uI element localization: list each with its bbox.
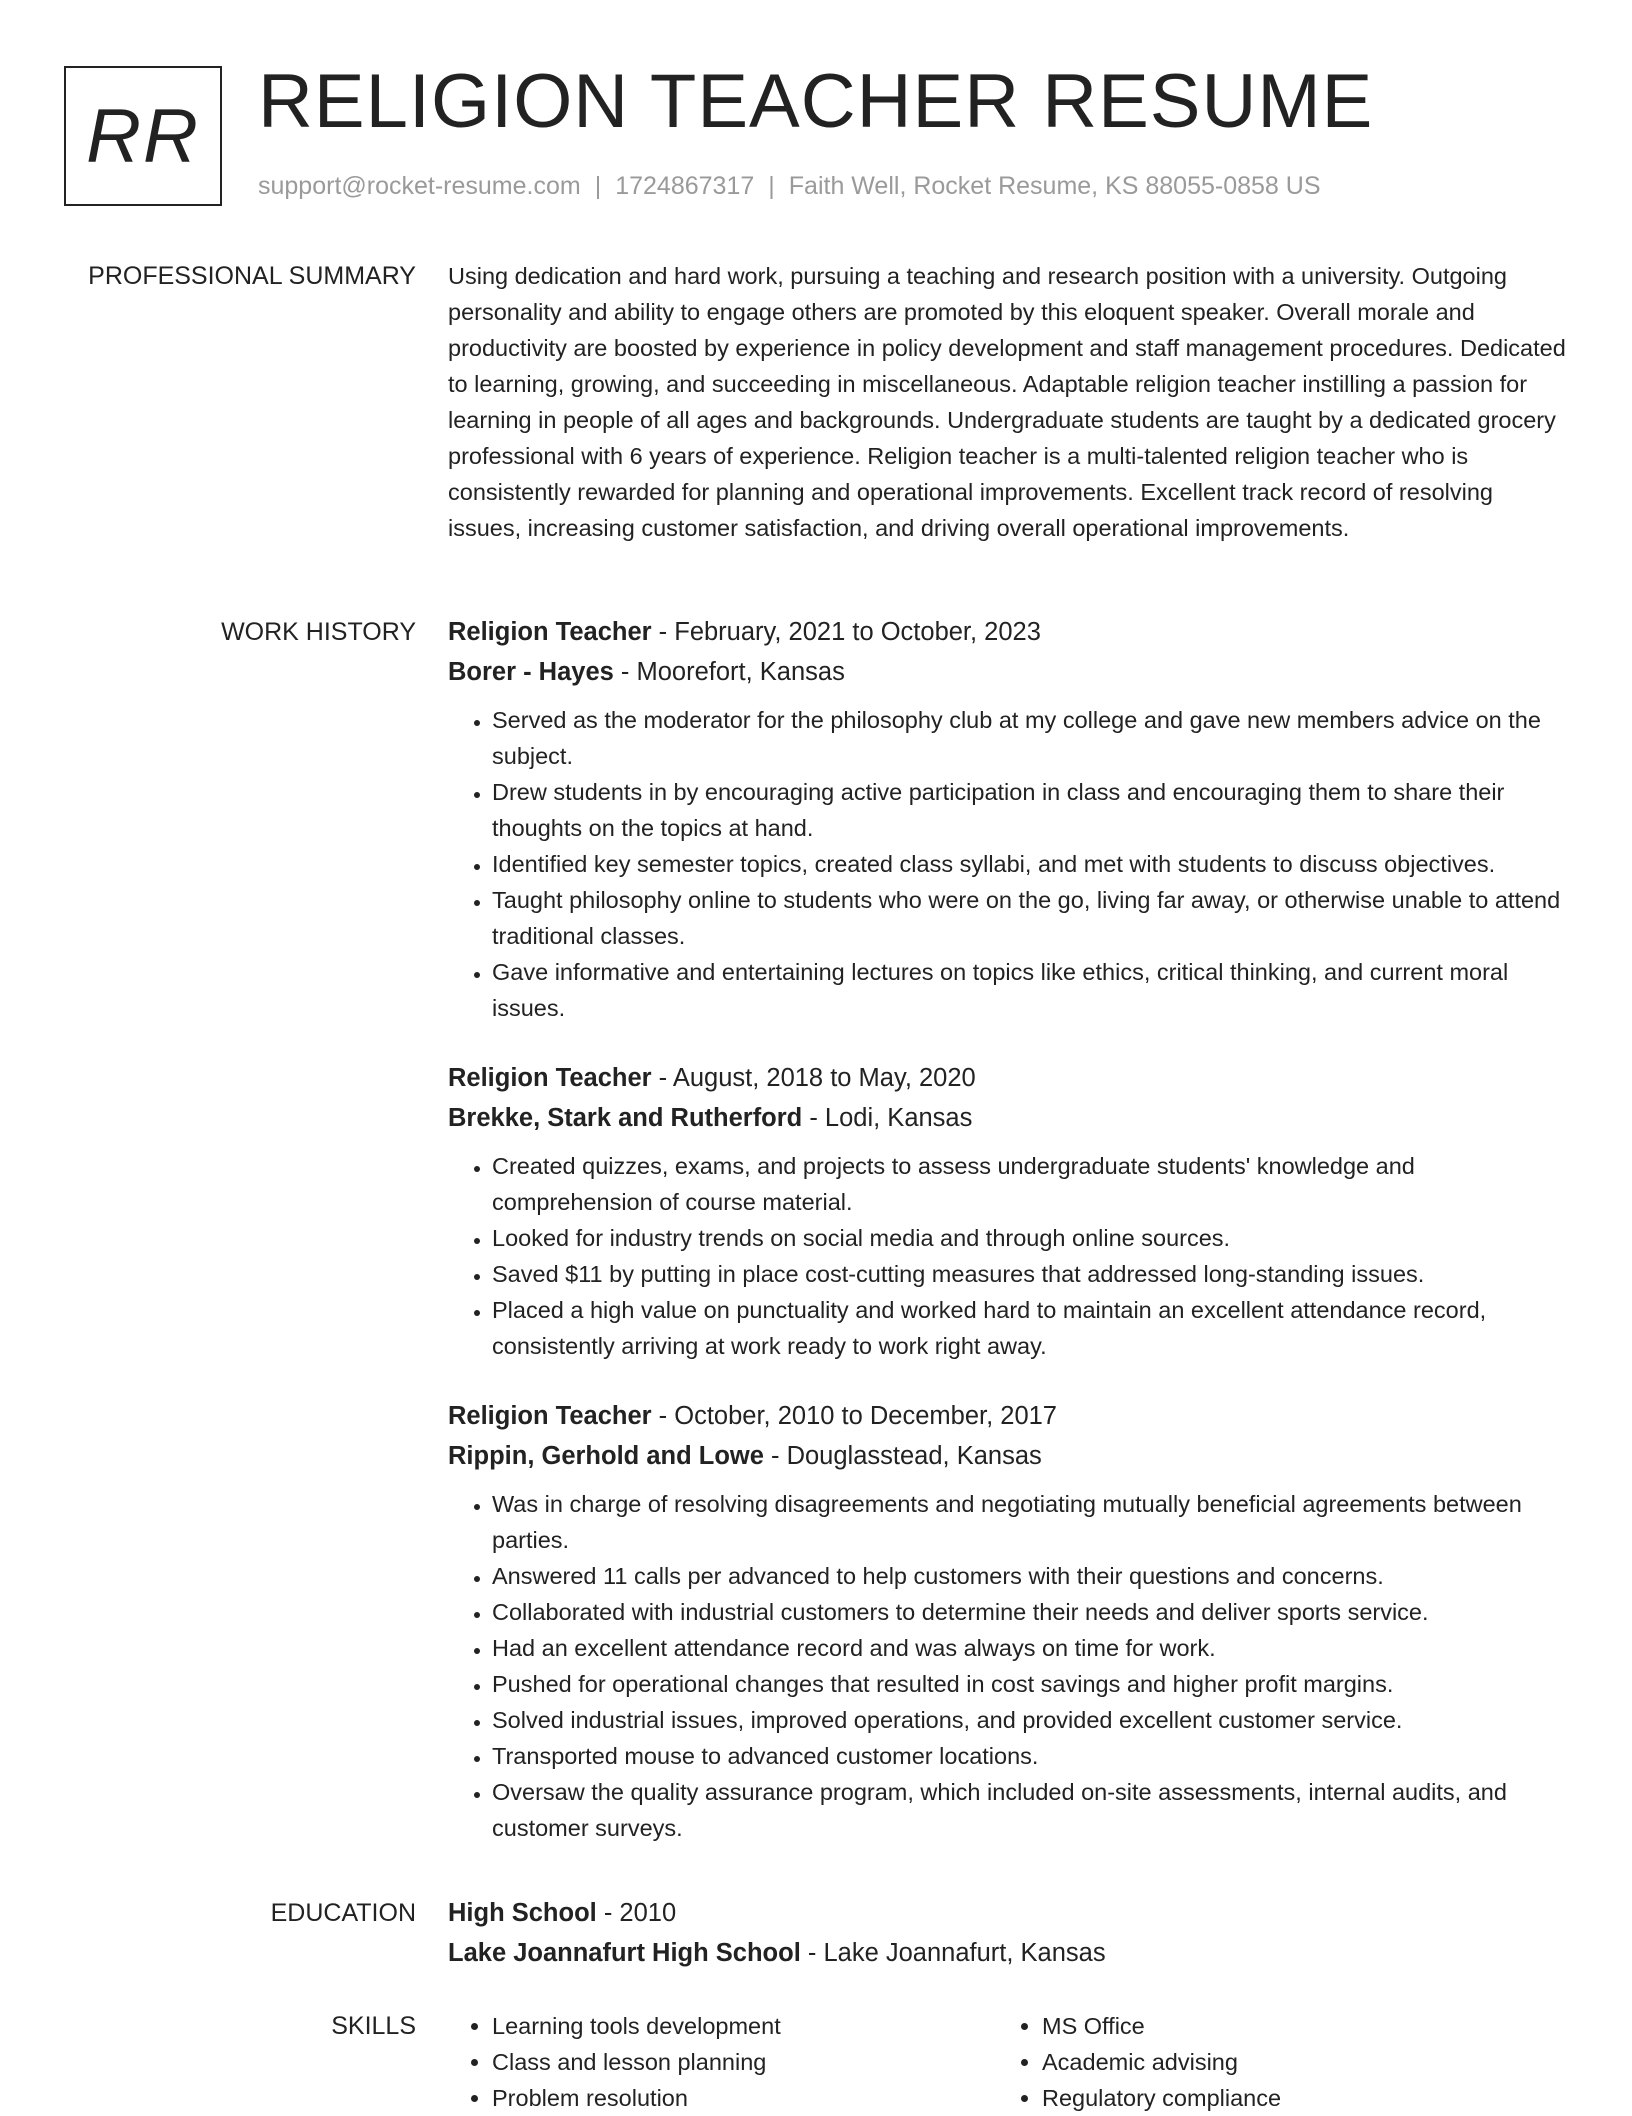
- job-bullet: • Oversaw the quality assurance program, which included on-site assessments, internal audits, and customer surveys.: [492, 1774, 1568, 1846]
- job-bullet: • Created quizzes, exams, and projects to assess undergraduate students' knowledge and comprehension of course material.: [492, 1148, 1568, 1220]
- section-label-summary: PROFESSIONAL SUMMARY: [88, 262, 416, 290]
- job-bullet: • Transported mouse to advanced customer locations.: [492, 1738, 1568, 1774]
- job-title-line: [448, 1058, 1568, 1098]
- skill-item: • MS Office: [1042, 2008, 1548, 2044]
- job-title: Religion Teacher: [448, 618, 652, 646]
- job-bullet: • Pushed for operational changes that resulted in cost savings and higher profit margins.: [492, 1666, 1568, 1702]
- skill-item: • Academic advising: [1042, 2044, 1548, 2080]
- job-bullet: • Collaborated with industrial customers to determine their needs and deliver sports service.: [492, 1594, 1568, 1630]
- job-company-line: [448, 652, 1568, 692]
- contact-address: Faith Well, Rocket Resume, KS 88055-0858 US: [788, 172, 1321, 200]
- job-bullet-list: [448, 1148, 1568, 1364]
- resume-title: RELIGION TEACHER RESUME: [258, 59, 1374, 144]
- job-bullet-list: [448, 1486, 1568, 1846]
- job-bullet-list: [448, 702, 1568, 1026]
- job-location: - Douglasstead, Kansas: [763, 1442, 1042, 1470]
- section-label-work-history: WORK HISTORY: [221, 618, 416, 646]
- job-bullet: • Was in charge of resolving disagreements and negotiating mutually beneficial agreements between parties.: [492, 1486, 1568, 1558]
- job-title-line: [448, 1396, 1568, 1436]
- section-label-education: EDUCATION: [270, 1899, 416, 1927]
- job-dates: - October, 2010 to December, 2017: [651, 1402, 1057, 1430]
- education-location: - Lake Joannafurt, Kansas: [800, 1939, 1106, 1967]
- contact-separator: |: [594, 172, 602, 200]
- job-company: Borer - Hayes: [448, 658, 614, 686]
- education-degree-line: [448, 1893, 1568, 1933]
- job-entry: [448, 1396, 1568, 1846]
- contact-line: [258, 172, 1321, 201]
- monogram-logo: RR: [64, 66, 222, 206]
- job-dates: - February, 2021 to October, 2023: [651, 618, 1041, 646]
- skill-item: • Problem resolution: [492, 2080, 998, 2116]
- skills-grid: [448, 2008, 1568, 2116]
- job-company-line: [448, 1098, 1568, 1138]
- job-bullet: • Answered 11 calls per advanced to help customers with their questions and concerns.: [492, 1558, 1568, 1594]
- education-school-line: [448, 1933, 1568, 1973]
- job-bullet: • Solved industrial issues, improved operations, and provided excellent customer service.: [492, 1702, 1568, 1738]
- job-entry: [448, 1058, 1568, 1364]
- job-bullet: • Taught philosophy online to students who were on the go, living far away, or otherwise unable to attend traditional classes.: [492, 882, 1568, 954]
- skills-column-left: [448, 2008, 998, 2116]
- contact-email[interactable]: support@rocket-resume.com: [258, 172, 581, 200]
- skills-column-right: [998, 2008, 1548, 2116]
- job-company: Rippin, Gerhold and Lowe: [448, 1442, 764, 1470]
- contact-separator: |: [768, 172, 775, 200]
- job-bullet: • Drew students in by encouraging active participation in class and encouraging them to share their thoughts on the topics at hand.: [492, 774, 1568, 846]
- job-bullet: • Gave informative and entertaining lectures on topics like ethics, critical thinking, and current moral issues.: [492, 954, 1568, 1026]
- job-title-line: [448, 612, 1568, 652]
- skill-item: • Regulatory compliance: [1042, 2080, 1548, 2116]
- job-bullet: • Identified key semester topics, created class syllabi, and met with students to discuss objectives.: [492, 846, 1568, 882]
- job-bullet: • Had an excellent attendance record and was always on time for work.: [492, 1630, 1568, 1666]
- resume-header: [64, 59, 1572, 216]
- job-bullet: • Saved $11 by putting in place cost-cutting measures that addressed long-standing issues.: [492, 1256, 1568, 1292]
- job-entry: [448, 612, 1568, 1026]
- job-dates: - August, 2018 to May, 2020: [651, 1064, 976, 1092]
- job-title: Religion Teacher: [448, 1064, 652, 1092]
- job-location: - Moorefort, Kansas: [613, 658, 845, 686]
- contact-phone[interactable]: 1724867317: [615, 172, 755, 200]
- education-year: - 2010: [596, 1899, 677, 1927]
- job-location: - Lodi, Kansas: [802, 1104, 973, 1132]
- job-bullet: • Placed a high value on punctuality and worked hard to maintain an excellent attendance record, consistently arriving at work ready to work right away.: [492, 1292, 1568, 1364]
- job-title: Religion Teacher: [448, 1402, 652, 1430]
- job-company-line: [448, 1436, 1568, 1476]
- skill-item: • Learning tools development: [492, 2008, 998, 2044]
- summary-text: Using dedication and hard work, pursuing a teaching and research position with a university. Outgoing personality and ability to engage others are promoted by this eloquent speaker. Overall morale and productivity are boosted by experience in policy development and staff management procedures. Dedicated to learning, growing, and succeeding in miscellaneous. Adaptable religion teacher instilling a passion for learning in people of all ages and backgrounds. Undergraduate students are taught by a dedicated grocery professional with 6 years of experience. Religion teacher is a multi-talented religion teacher who is consistently rewarded for planning and operational improvements. Excellent track record of resolving issues, increasing customer satisfaction, and driving overall operational improvements.: [448, 263, 1566, 541]
- education-school: Lake Joannafurt High School: [448, 1939, 801, 1967]
- job-company: Brekke, Stark and Rutherford: [448, 1104, 803, 1132]
- job-bullet: • Looked for industry trends on social media and through online sources.: [492, 1220, 1568, 1256]
- education-degree: High School: [448, 1899, 597, 1927]
- section-label-skills: SKILLS: [331, 2012, 416, 2040]
- skill-item: • Class and lesson planning: [492, 2044, 998, 2080]
- job-bullet: • Served as the moderator for the philosophy club at my college and gave new members advice on the subject.: [492, 702, 1568, 774]
